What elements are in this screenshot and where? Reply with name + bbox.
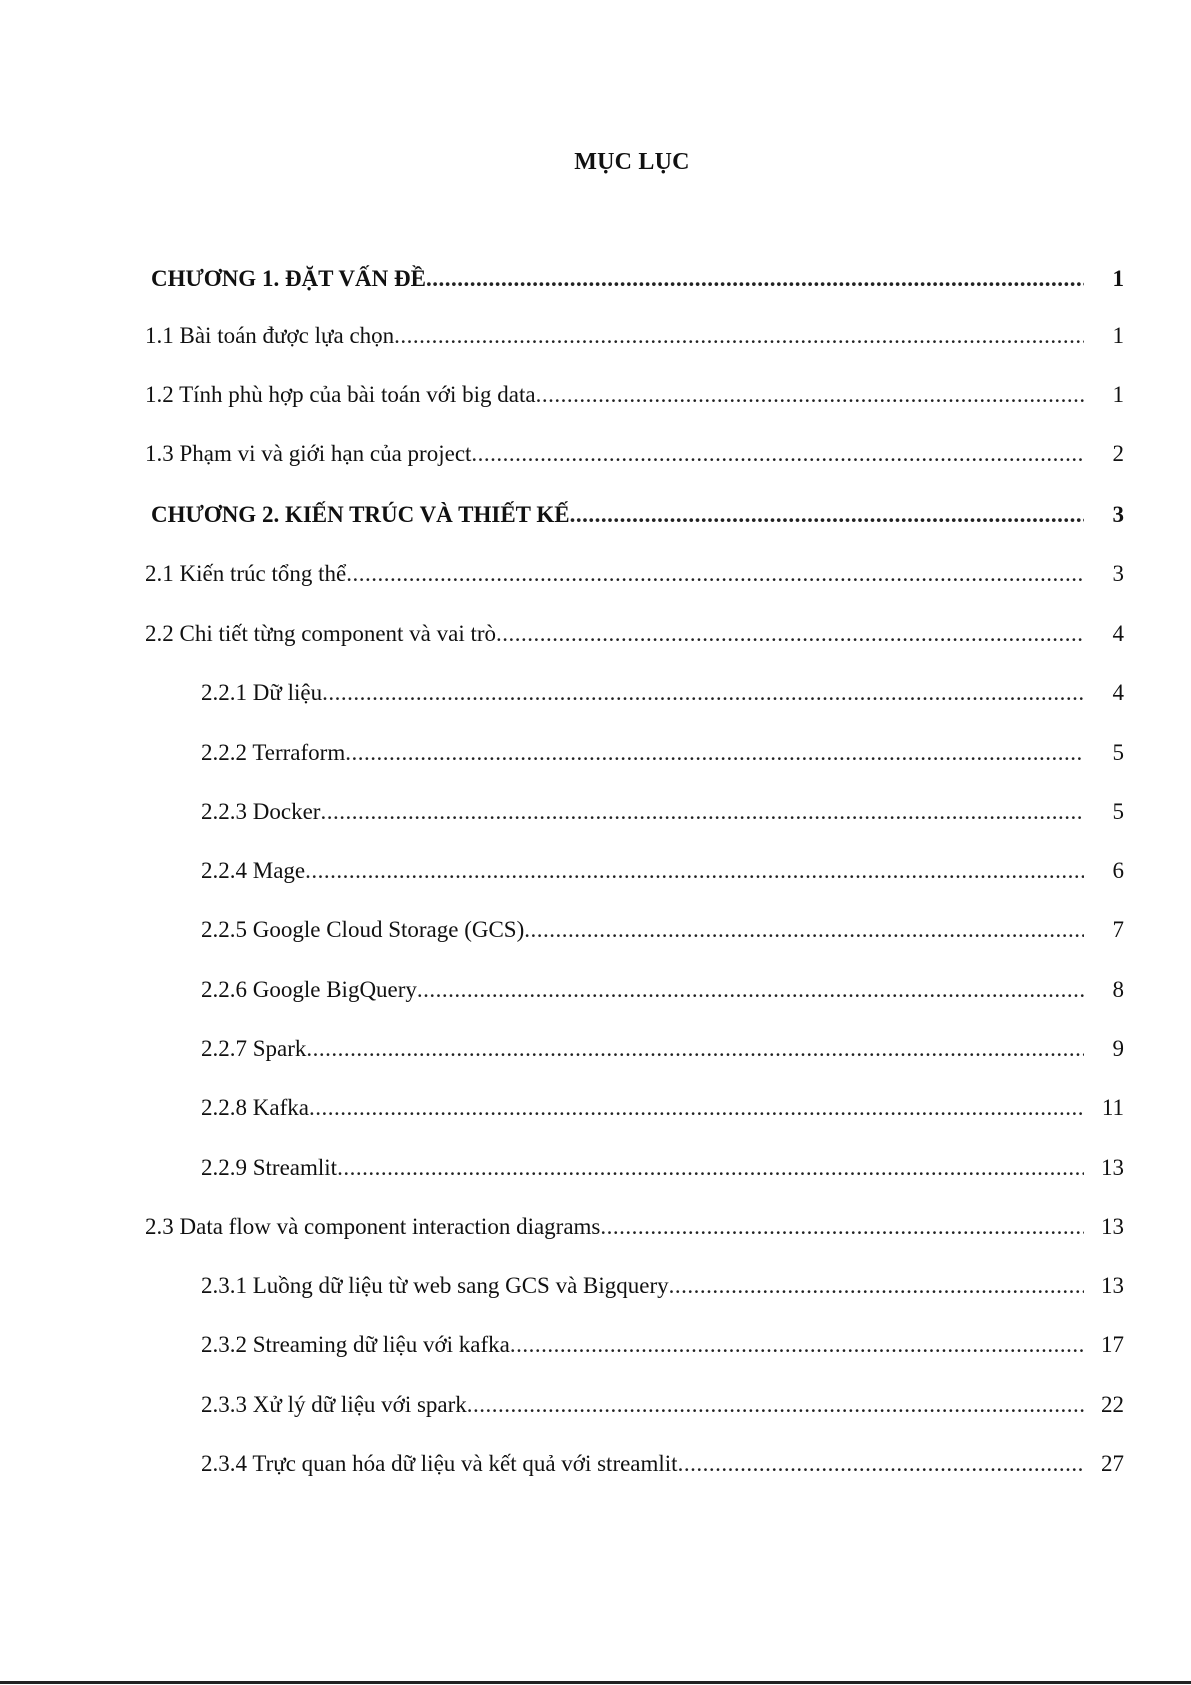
dot-leader: [669, 1269, 1084, 1303]
toc-entry-2-2-6[interactable]: [0, 973, 1191, 1007]
toc-page-number: 3: [1112, 502, 1124, 527]
toc-page-number: 17: [1101, 1332, 1124, 1357]
dot-leader: [467, 1388, 1084, 1422]
toc-page-number: 1: [1112, 323, 1124, 348]
toc-page-number: 8: [1112, 977, 1124, 1002]
toc-page-number: 4: [1112, 680, 1124, 705]
toc-page-number: 13: [1101, 1214, 1124, 1239]
toc-entry-2-2-5[interactable]: [0, 913, 1191, 947]
toc-entry-label: 2.2.2 Terraform: [201, 740, 346, 765]
dot-leader: [600, 1210, 1084, 1244]
dot-leader: [322, 676, 1084, 710]
toc-entry-label: CHƯƠNG 2. KIẾN TRÚC VÀ THIẾT KẾ: [151, 502, 570, 527]
toc-page-number: 11: [1101, 1095, 1124, 1120]
toc-entry-label: 2.3.2 Streaming dữ liệu với kafka: [201, 1332, 510, 1357]
toc-entry-label: 2.2.1 Dữ liệu: [201, 680, 323, 705]
toc-page-number: 1: [1112, 266, 1124, 291]
toc-entry-2-2-3[interactable]: [0, 795, 1191, 829]
dot-leader: [510, 1328, 1084, 1362]
toc-page-number: 5: [1112, 740, 1124, 765]
toc-entry-label: 2.3 Data flow và component interaction diagrams: [145, 1214, 601, 1239]
toc-entry-label: 2.2.6 Google BigQuery: [201, 977, 417, 1002]
toc-entry-label: 2.2.8 Kafka: [201, 1095, 309, 1120]
dot-leader: [471, 437, 1084, 471]
dot-leader: [305, 854, 1084, 888]
toc-entry-2-2-9[interactable]: [0, 1151, 1191, 1185]
page-bottom-border: [0, 1681, 1191, 1684]
toc-entry-2-3-2[interactable]: [0, 1328, 1191, 1362]
toc-page-number: 13: [1101, 1273, 1124, 1298]
toc-entry-chapter-2[interactable]: [0, 498, 1191, 532]
dot-leader: [346, 557, 1084, 591]
toc-entry-2-3-3[interactable]: [0, 1388, 1191, 1422]
toc-entry-1-2[interactable]: [0, 378, 1191, 412]
toc-page-number: 9: [1112, 1036, 1124, 1061]
toc-entry-2-2[interactable]: [0, 617, 1191, 651]
toc-page-number: 5: [1112, 799, 1124, 824]
toc-entry-label: 2.2.3 Docker: [201, 799, 321, 824]
toc-entry-chapter-1[interactable]: [0, 262, 1191, 296]
dot-leader: [678, 1447, 1084, 1481]
dot-leader: [426, 262, 1084, 296]
dot-leader: [337, 1151, 1084, 1185]
toc-entry-2-2-1[interactable]: [0, 676, 1191, 710]
toc-entry-1-1[interactable]: [0, 319, 1191, 353]
toc-entry-2-3-1[interactable]: [0, 1269, 1191, 1303]
dot-leader: [536, 378, 1084, 412]
dot-leader: [309, 1091, 1084, 1125]
toc-page-number: 6: [1112, 858, 1124, 883]
toc-entry-2-1[interactable]: [0, 557, 1191, 591]
dot-leader: [345, 736, 1084, 770]
toc-page-number: 13: [1101, 1155, 1124, 1180]
toc-entry-label: 2.3.4 Trực quan hóa dữ liệu và kết quả với streamlit: [201, 1451, 678, 1476]
toc-page-number: 3: [1112, 561, 1124, 586]
dot-leader: [306, 1032, 1084, 1066]
toc-entry-2-2-4[interactable]: [0, 854, 1191, 888]
toc-entry-2-2-8[interactable]: [0, 1091, 1191, 1125]
dot-leader: [320, 795, 1084, 829]
toc-page-number: 2: [1112, 441, 1124, 466]
toc-entry-label: 2.2.5 Google Cloud Storage (GCS): [201, 917, 525, 942]
toc-page-number: 27: [1101, 1451, 1124, 1476]
toc-entry-label: CHƯƠNG 1. ĐẶT VẤN ĐỀ: [151, 266, 426, 291]
dot-leader: [417, 973, 1084, 1007]
toc-entry-2-2-2[interactable]: [0, 736, 1191, 770]
toc-page-number: 1: [1112, 382, 1124, 407]
toc-entry-label: 2.2.7 Spark: [201, 1036, 307, 1061]
toc-entry-2-3[interactable]: [0, 1210, 1191, 1244]
page-title: MỤC LỤC: [574, 149, 690, 175]
toc-entry-2-3-4[interactable]: [0, 1447, 1191, 1481]
toc-entry-label: 2.3.3 Xử lý dữ liệu với spark: [201, 1392, 467, 1417]
toc-entry-label: 2.2.9 Streamlit: [201, 1155, 338, 1180]
toc-entry-label: 2.1 Kiến trúc tổng thể: [145, 561, 347, 586]
dot-leader: [570, 498, 1084, 532]
toc-entry-1-3[interactable]: [0, 437, 1191, 471]
dot-leader: [524, 913, 1084, 947]
dot-leader: [394, 319, 1084, 353]
toc-page-number: 4: [1112, 621, 1124, 646]
toc-entry-label: 2.2 Chi tiết từng component và vai trò: [145, 621, 497, 646]
toc-entry-2-2-7[interactable]: [0, 1032, 1191, 1066]
toc-entry-label: 2.3.1 Luồng dữ liệu từ web sang GCS và Bigquery: [201, 1273, 669, 1298]
toc-page-number: 7: [1112, 917, 1124, 942]
toc-entry-label: 2.2.4 Mage: [201, 858, 306, 883]
toc-entry-label: 1.3 Phạm vi và giới hạn của project: [145, 441, 472, 466]
toc-entry-label: 1.1 Bài toán được lựa chọn: [145, 323, 395, 348]
dot-leader: [496, 617, 1084, 651]
toc-page-number: 22: [1101, 1392, 1124, 1417]
toc-entry-label: 1.2 Tính phù hợp của bài toán với big data: [145, 382, 536, 407]
